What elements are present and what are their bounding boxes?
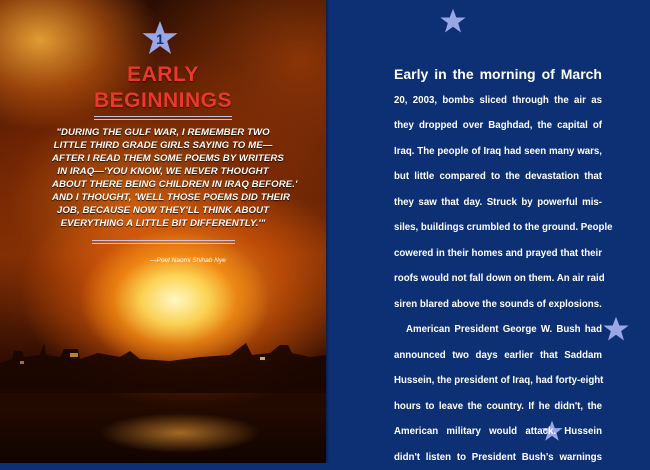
city-skyline-silhouette (0, 313, 326, 393)
body-text (394, 62, 602, 470)
book-gutter-shadow (326, 0, 329, 463)
quote-line: AND I THOUGHT, 'WELL THOSE POEMS DID THEIR (52, 191, 274, 204)
decorative-star-icon (603, 316, 629, 342)
body-line: siren blared above the sounds of explosions. (394, 292, 602, 318)
body-line: they dropped over Baghdad, the capital of (394, 113, 602, 139)
body-line: 20, 2003, bombs sliced through the air as (394, 88, 602, 114)
fire-reflection (100, 413, 260, 453)
body-line: Early in the morning of March (394, 62, 602, 88)
body-line: roofs would not fall down on them. An air raid (394, 266, 602, 292)
body-line: announced two days earlier that Saddam (394, 343, 602, 369)
body-line: cowered in their homes and prayed that their (394, 241, 602, 267)
quote-line: JOB, BECAUSE NOW THEY'LL THINK ABOUT (52, 204, 274, 217)
body-line: but little compared to the devastation that (394, 164, 602, 190)
chapter-title-line1: EARLY (0, 64, 326, 86)
quote-line: AFTER I READ THEM SOME POEMS BY WRITERS (52, 152, 274, 165)
quote-attribution: —Poet Naomi Shihab Nye (150, 257, 300, 264)
body-line: siles, buildings crumbled to the ground. People (394, 215, 602, 241)
body-line: Hussein, the president of Iraq, had forty-eight (394, 368, 602, 394)
body-line: American military would attack. Hussein (394, 419, 602, 445)
quote-line: ABOUT THERE BEING CHILDREN IN IRAQ BEFORE.' (52, 178, 274, 191)
pull-quote (52, 126, 274, 230)
cover-photo-page (0, 0, 326, 463)
body-line: hours to leave the country. If he didn't, the (394, 394, 602, 420)
body-line: didn't listen to President Bush's warnings (394, 445, 602, 470)
decorative-star-icon (440, 8, 466, 34)
quote-line: "DURING THE GULF WAR, I REMEMBER TWO (52, 126, 274, 139)
body-line: Iraq. The people of Iraq had seen many wars, (394, 139, 602, 165)
chapter-number: 1 (142, 32, 178, 46)
body-line: they saw that day. Struck by powerful mis- (394, 190, 602, 216)
quote-divider-rule (92, 240, 235, 244)
chapter-title-line2: BEGINNINGS (0, 90, 326, 112)
quote-line: LITTLE THIRD GRADE GIRLS SAYING TO ME— (52, 139, 274, 152)
quote-line: EVERYTHING A LITTLE BIT DIFFERENTLY.'" (52, 217, 274, 230)
body-line: American President George W. Bush had (394, 317, 602, 343)
quote-line: IN IRAQ—'YOU KNOW, WE NEVER THOUGHT (52, 165, 274, 178)
title-divider-rule (94, 116, 232, 120)
